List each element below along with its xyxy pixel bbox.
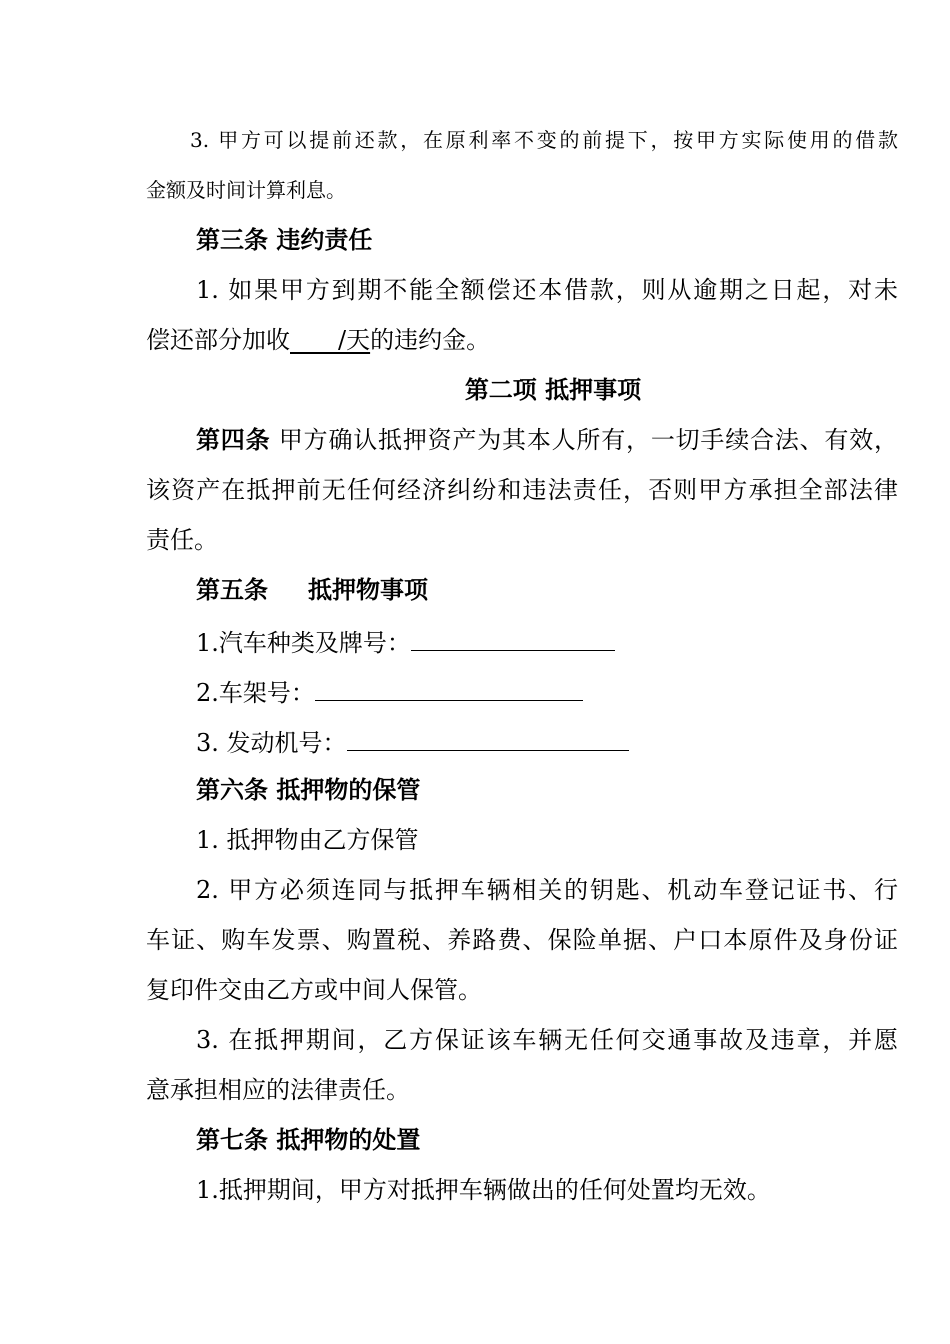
article-6-item-1: 1. 抵押物由乙方保管 xyxy=(196,826,419,854)
article-4-line-3: 责任。 xyxy=(146,526,218,554)
article-5-item-3 xyxy=(196,724,950,759)
article-5-item-1 xyxy=(196,624,950,659)
article-6-item-2-line-2: 车证、购车发票、购置税、养路费、保险单据、户口本原件及身份证 xyxy=(146,926,898,954)
penalty-rate-blank: ____/天 xyxy=(290,326,371,354)
article-3-item-1-line-2-after: 的违约金。 xyxy=(370,326,491,354)
frame-number-blank xyxy=(315,674,583,701)
section-2-title: 第二项 抵押事项 xyxy=(464,375,642,404)
vehicle-type-blank xyxy=(411,624,615,651)
article-6-title: 第六条 抵押物的保管 xyxy=(196,775,421,804)
article-4-line-2: 该资产在抵押前无任何经济纠纷和违法责任，否则甲方承担全部法律 xyxy=(146,476,898,504)
article-6-item-2-line-1: 2. 甲方必须连同与抵押车辆相关的钥匙、机动车登记证书、行 xyxy=(196,876,898,904)
article-5-title-number: 第五条 xyxy=(196,575,268,604)
article-7-title: 第七条 抵押物的处置 xyxy=(196,1125,421,1154)
clause-3-line-1: 3. 甲方可以提前还款，在原利率不变的前提下，按甲方实际使用的借款 xyxy=(190,128,898,152)
article-4-title: 第四条 xyxy=(196,425,271,454)
vehicle-type-label: 1.汽车种类及牌号： xyxy=(196,629,411,657)
article-3-item-1-line-2-before: 偿还部分加收 xyxy=(146,326,290,354)
article-3-title: 第三条 违约责任 xyxy=(196,225,373,254)
article-5-title-text: 抵押物事项 xyxy=(308,575,428,604)
article-6-item-2-line-3: 复印件交由乙方或中间人保管。 xyxy=(146,976,482,1004)
article-4-line-1 xyxy=(196,424,898,456)
article-5-title xyxy=(196,574,950,606)
engine-number-blank xyxy=(347,724,629,751)
article-3-item-1-line-2 xyxy=(146,324,906,356)
article-3-item-1-line-1: 1. 如果甲方到期不能全额偿还本借款，则从逾期之日起，对未 xyxy=(196,276,898,304)
article-7-item-1: 1.抵押期间，甲方对抵押车辆做出的任何处置均无效。 xyxy=(196,1176,771,1204)
article-4-line-1-text: 甲方确认抵押资产为其本人所有，一切手续合法、有效， xyxy=(278,426,899,454)
engine-number-label: 3. 发动机号： xyxy=(196,729,347,757)
article-6-item-3-line-1: 3. 在抵押期间，乙方保证该车辆无任何交通事故及违章，并愿 xyxy=(196,1026,898,1054)
clause-3-line-2: 金额及时间计算利息。 xyxy=(146,178,346,202)
article-6-item-3-line-2: 意承担相应的法律责任。 xyxy=(146,1076,410,1104)
article-5-item-2 xyxy=(196,674,950,709)
frame-number-label: 2.车架号： xyxy=(196,679,315,707)
